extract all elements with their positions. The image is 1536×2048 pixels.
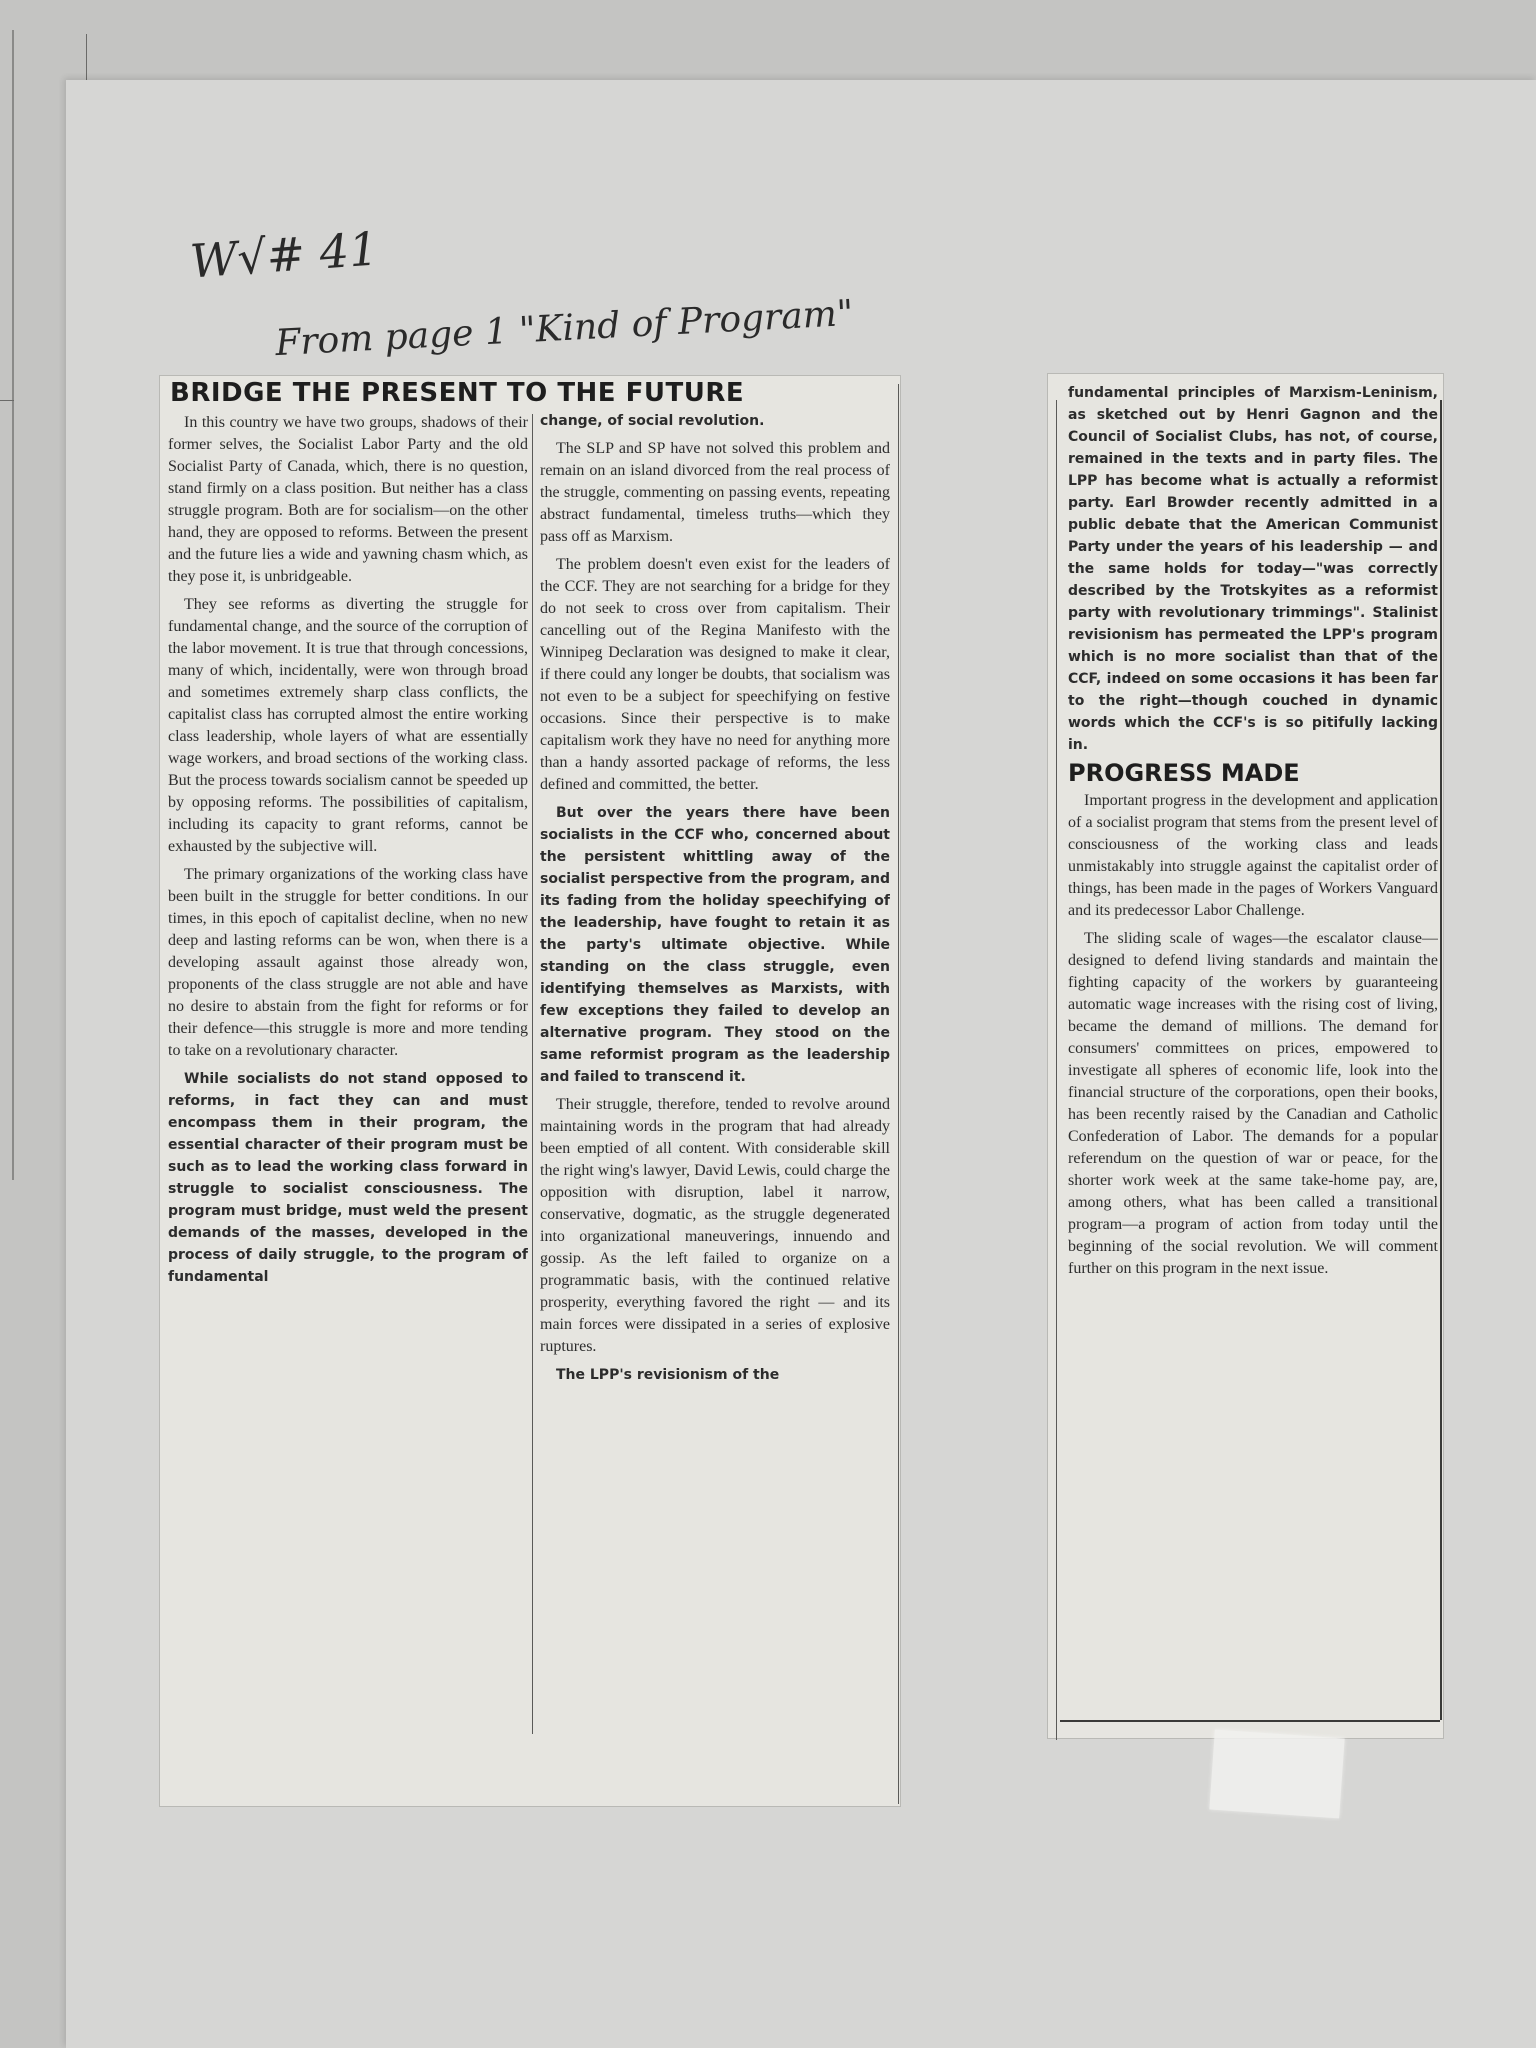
paragraph: In this country we have two groups, shadows of their former selves, the Socialist Labor Party and the old Socialist Party of Canada, which, there is no question, stand firmly on a class position. But neither has a class struggle program. Both are for socialism—on the other hand, they are opposed to reforms. Between the present and the future lies a wide and yawning chasm which, as they pose it, is unbridgeable. xyxy=(168,414,528,585)
paragraph: The sliding scale of wages—the escalator clause—designed to defend living standards and maintain the fighting capacity of the workers by guaranteeing automatic wage increases with the rising cost of living, became the demand of millions. The demand for consumers' committees on prices, empowered to investigate all spheres of economic life, look into the financial structure of the corporations, open their books, has been recently raised by the Canadian and Catholic Confederation of Labor. The demands for a popular referendum on the question of war or peace, for the shorter work week at the same take-home pay, are, among others, what has been called a transitional program—a program of action from today until the beginning of the social revolution. We will comment further on this program in the next issue. xyxy=(1068,930,1438,1277)
paragraph-bold: fundamental principles of Marxism-Leninism, as sketched out by Henri Gagnon and the Council of Socialist Clubs, has not, of course, remained in the texts and in party files. The LPP has become what is actually a reformist party. Earl Browder recently admitted in a public debate that the American Communist Party under the years of his leadership — and the same holds for today—"was correctly described by the Trotskyites as a reformist party with revolutionary trimmings". Stalinist revisionism has permeated the LPP's program which is no more socialist than that of the CCF, indeed on some occasions it has been far to the right—though couched in dynamic words which the CCF's is so pitifully lacking in. xyxy=(1068,385,1438,753)
paragraph-bold: change, of social revolution. xyxy=(540,413,765,429)
column-rule-continuation-right xyxy=(1440,400,1442,1720)
paragraph: The primary organizations of the working class have been built in the struggle for better conditions. In our times, in this epoch of capitalist decline, when no new deep and lasting reforms can be won, when there is a developing assault against those already won, proponents of the class struggle are not able and have no desire to abstain from the fight for reforms or for their defence—this struggle is more and more tending to take on a revolutionary character. xyxy=(168,866,528,1059)
adhesive-tape xyxy=(1209,1730,1344,1819)
paragraph: They see reforms as diverting the struggle for fundamental change, and the source of the corruption of the labor movement. It is true that through concessions, many of which, incidentally, were won through broad and sometimes extremely sharp class conflicts, the capitalist class has corrupted almost the entire working class leadership, whole layers of what are essentially wage workers, and broad sections of the working class. But the process towards socialism cannot be speeded up by opposing reforms. The possibilities of capitalism, including its capacity to grant reforms, cannot be exhausted by the subjective will. xyxy=(168,596,528,855)
margin-line xyxy=(12,30,14,1180)
paragraph: The SLP and SP have not solved this problem and remain on an island divorced from the real process of the struggle, commenting on passing events, repeating abstract fundamental, timeless truths—which they pass off as Marxism. xyxy=(540,440,890,545)
handwritten-source-note: From page 1 "Kind of Program" xyxy=(274,292,855,365)
article-column-2 xyxy=(540,410,890,1795)
margin-line-top xyxy=(86,34,87,84)
article-headline: BRIDGE THE PRESENT TO THE FUTURE xyxy=(170,378,745,408)
paragraph: Their struggle, therefore, tended to revolve around maintaining words in the program that had already been emptied of all content. With considerable skill the right wing's lawyer, David Lewis, could charge the opposition with disruption, label it narrow, conservative, dogmatic, as the struggle degenerated into organizational maneuverings, innuendo and gossip. As the left failed to organize on a programmatic basis, with the continued relative prosperity, everything favored the right — and its main forces were dissipated in a series of explosive ruptures. xyxy=(540,1096,890,1355)
paragraph: Important progress in the development and application of a socialist program that stems from the present level of consciousness of the working class and leads unmistakably into struggle against the capitalist order of things, has been made in the pages of Workers Vanguard and its predecessor Labor Challenge. xyxy=(1068,792,1438,919)
margin-tick xyxy=(0,400,14,401)
paragraph-bold: But over the years there have been socialists in the CCF who, concerned about the persistent whittling away of the socialist perspective from the program, and its fading from the holiday speechifying of the leadership, have fought to retain it as the party's ultimate objective. While standing on the class struggle, even identifying themselves as Marxists, with few exceptions they failed to develop an alternative program. They stood on the same reformist program as the leadership and failed to transcend it. xyxy=(540,805,890,1085)
column-rule-right xyxy=(898,384,899,1804)
article-column-1 xyxy=(168,412,528,1797)
paragraph-bold: The LPP's revisionism of the xyxy=(556,1367,780,1383)
article-column-3 xyxy=(1068,382,1438,1732)
section-subheading: PROGRESS MADE xyxy=(1068,759,1300,787)
handwritten-id-note: W√# 41 xyxy=(188,221,380,289)
column-rule-continuation-left xyxy=(1056,400,1057,1740)
paragraph: The problem doesn't even exist for the leaders of the CCF. They are not searching for a bridge for they do not seek to cross over from capitalism. Their cancelling out of the Regina Manifesto with the Winnipeg Declaration was designed to make it clear, if there could any longer be doubts, that socialism was not even to be a subject for speechifying on festive occasions. Since their perspective is to make capitalism work they have no need for anything more than a handy assorted package of reforms, the less defined and committed, the better. xyxy=(540,556,890,793)
column-rule xyxy=(532,414,533,1734)
paragraph-bold: While socialists do not stand opposed to reforms, in fact they can and must encompass them in their program, the essential character of their program must be such as to lead the working class forward in struggle to socialist consciousness. The program must bridge, must weld the present demands of the masses, developed in the process of daily struggle, to the program of fundamental xyxy=(168,1071,528,1285)
